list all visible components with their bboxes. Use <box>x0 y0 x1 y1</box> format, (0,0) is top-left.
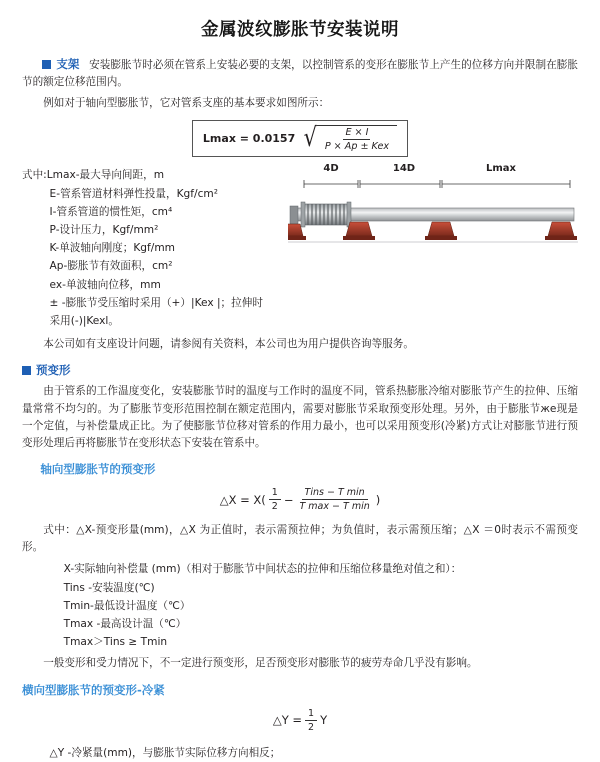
bellows-expansion-joint <box>301 202 351 227</box>
formula-delta-y-lhs: △Y = <box>272 713 303 728</box>
section-predeform-label: 预变形 <box>36 363 71 378</box>
formula-lmax-box <box>192 120 408 157</box>
list-item: Tmax＞Tins ≥ Tmin <box>63 636 168 649</box>
dimension-14d: 14D <box>392 163 416 175</box>
pipe-support-diagram <box>288 178 578 270</box>
formula-delta-x-fraction <box>296 487 372 512</box>
formula-lmax <box>22 120 578 157</box>
formula-lmax-fraction <box>317 125 397 152</box>
dimension-lmax: Lmax <box>486 163 516 175</box>
formula-delta-x-lhs: △X = X( <box>219 492 266 507</box>
subsection-lateral-heading <box>22 682 578 698</box>
list-item: I-管系管道的惯性矩，cm⁴ <box>49 205 173 218</box>
formula-delta-x <box>22 487 578 512</box>
list-item: Ap-膨胀节有效面积，cm² <box>49 260 173 273</box>
legend-intro: 式中:Lmax-最大导向间距，m <box>22 169 165 182</box>
support-drawing-wrap <box>272 163 578 270</box>
section-predeform-heading <box>22 362 578 378</box>
page-title: 金属波纹膨胀节安装说明 <box>201 20 399 40</box>
coefficient-denominator: 2 <box>271 501 278 513</box>
subsection-axial-heading <box>22 461 578 477</box>
fraction-numerator: 1 <box>305 708 317 721</box>
axial-legend-list <box>22 560 578 651</box>
dimension-4d: 4D <box>323 163 339 175</box>
list-item: X-实际轴向补偿量 (mm)（相对于膨胀节中间状态的拉伸和压缩位移量绝对值之和）： <box>63 563 462 576</box>
guide-support-2 <box>425 222 457 240</box>
square-root-icon: √ <box>303 123 318 154</box>
formula-delta-x-rhs: ) <box>375 492 381 507</box>
list-item: ex-单波轴向位移，mm <box>49 278 161 291</box>
formula-delta-x-coefficient <box>269 487 281 512</box>
drawing-dimensions <box>272 163 578 174</box>
list-item: Tins -安装温度(℃) <box>63 581 155 594</box>
subsection-axial-label: 轴向型膨胀节的预变形 <box>40 462 156 477</box>
fraction-denominator: 2 <box>308 721 315 733</box>
coefficient-numerator: 1 <box>269 487 281 500</box>
list-item: Tmax -最高设计温（℃） <box>63 618 187 630</box>
subsection-lateral-label: 横向型膨胀节的预变形-冷紧 <box>22 682 165 697</box>
guide-support-3 <box>545 222 577 240</box>
predeform-paragraph-1: 由于管系的工作温度变化，安装膨胀节时的温度与工作时的温度不同，管系热膨胀冷缩对膨胀节产生的拉伸、压缩量常常不均匀的。为了膨胀节变形范围控制在额定范围内，需要对膨胀节采取预变形处理。另外，由于膨胀节же现是一个定值，与补偿量成正比。为了使膨胀节位移对管系的作用力最小，也可以采用预变形(冷紧)方式让对膨胀节进行预变形处理后再将膨胀节在变形状态下安装在管系中。 <box>22 385 578 449</box>
pipe-diagram-svg <box>288 178 578 258</box>
bullet-square-icon <box>42 60 51 69</box>
lateral-note: △Y -冷紧量(mm)，与膨胀节实际位移方向相反； <box>49 746 281 759</box>
axial-closing: 一般变形和受力情况下，不一定进行预变形，足否预变形对膨胀节的疲劳寿命几乎没有影响。 <box>43 657 478 670</box>
support-legend-block <box>22 163 272 334</box>
support-paragraph-1-text: 安装膨胀节时必须在管系上安装必要的支架，以控制管系的变形在膨胀节上产生的位移方向并限制在膨胀节的额定位移范围内。 <box>22 58 578 88</box>
bullet-square-icon <box>22 366 31 375</box>
axial-note: 式中：△X-预变形量(mm)，△X 为正值时，表示需预拉伸；为负值时，表示需预压缩；△X ＝0时表示不需预变形。 <box>22 524 578 554</box>
section-support-label: 支架 <box>56 57 80 71</box>
formula-lmax-denominator: P × Ap ± Kex <box>324 141 390 153</box>
fraction-numerator: Tins − T min <box>302 487 368 500</box>
support-paragraph-2: 例如对于轴向型膨胀节，它对管系支座的基本要求如图所示： <box>43 97 330 110</box>
list-item: K-单波轴向刚度；Kgf/mm <box>49 242 175 255</box>
formula-delta-y-rhs: Y <box>320 713 328 728</box>
formula-delta-y <box>22 708 578 733</box>
list-item: ± -膨胀节受压缩时采用（+）|Kex |；拉伸时采用(-)|Kexl。 <box>49 296 263 328</box>
formula-delta-y-fraction <box>305 708 317 733</box>
dimension-lines <box>304 180 570 188</box>
formula-delta-x-minus: − <box>283 492 294 507</box>
formula-lmax-radical <box>302 125 397 152</box>
list-item: P-设计压力，Kgf/mm² <box>49 223 159 236</box>
formula-lmax-lhs: Lmax = 0.0157 <box>202 132 296 146</box>
support-paragraph-1 <box>22 55 578 91</box>
formula-lmax-numerator: E × I <box>345 127 369 139</box>
list-item: Tmin-最低设计温度（℃） <box>63 599 191 612</box>
list-item: E-管系管道材料弹性投量，Kgf/cm² <box>49 187 218 200</box>
support-closing: 本公司如有支座设计问题，请参阅有关资料，本公司也为用户提供咨询等服务。 <box>43 338 414 351</box>
fraction-denominator: T max − T min <box>299 501 370 513</box>
